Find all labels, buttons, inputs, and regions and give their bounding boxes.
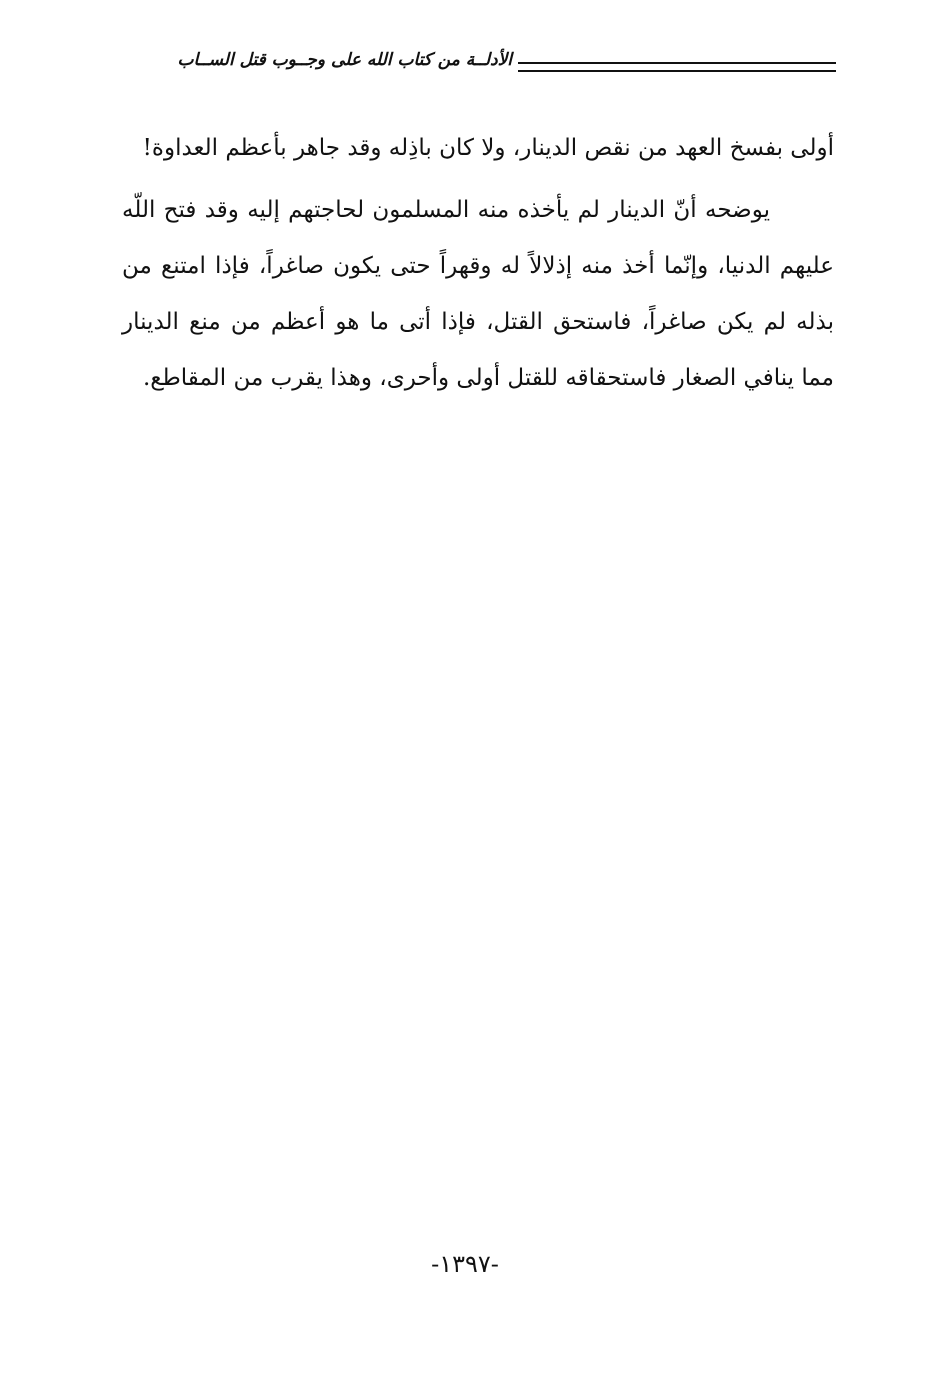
page-number: -١٣٩٧-: [431, 1250, 499, 1278]
header-double-rule: [518, 62, 836, 72]
running-header: [120, 48, 836, 84]
body-text: [122, 120, 834, 406]
paragraph-2: يوضحه أنّ الدينار لم يأخذه منه المسلمون لحاجتهم إليه وقد فتح اللّه عليهم الدنيا، وإنّما أخذ منه إذلالاً له وقهراً حتى يكون صاغراً، فإذا امتنع من بذله لم يكن صاغراً، فاستحق القتل، فإذا أتى ما هو أعظم من منع الدينار مما ينافي الصغار فاستحقاقه للقتل أولى وأحرى، وهذا يقرب من المقاطع.: [122, 197, 834, 391]
paragraph-1: أولى بفسخ العهد من نقص الدينار، ولا كان باذِله وقد جاهر بأعظم العداوة!: [142, 135, 834, 161]
header-title: الأدلــة من كتاب الله على وجــوب قتل الســاب: [177, 50, 512, 70]
